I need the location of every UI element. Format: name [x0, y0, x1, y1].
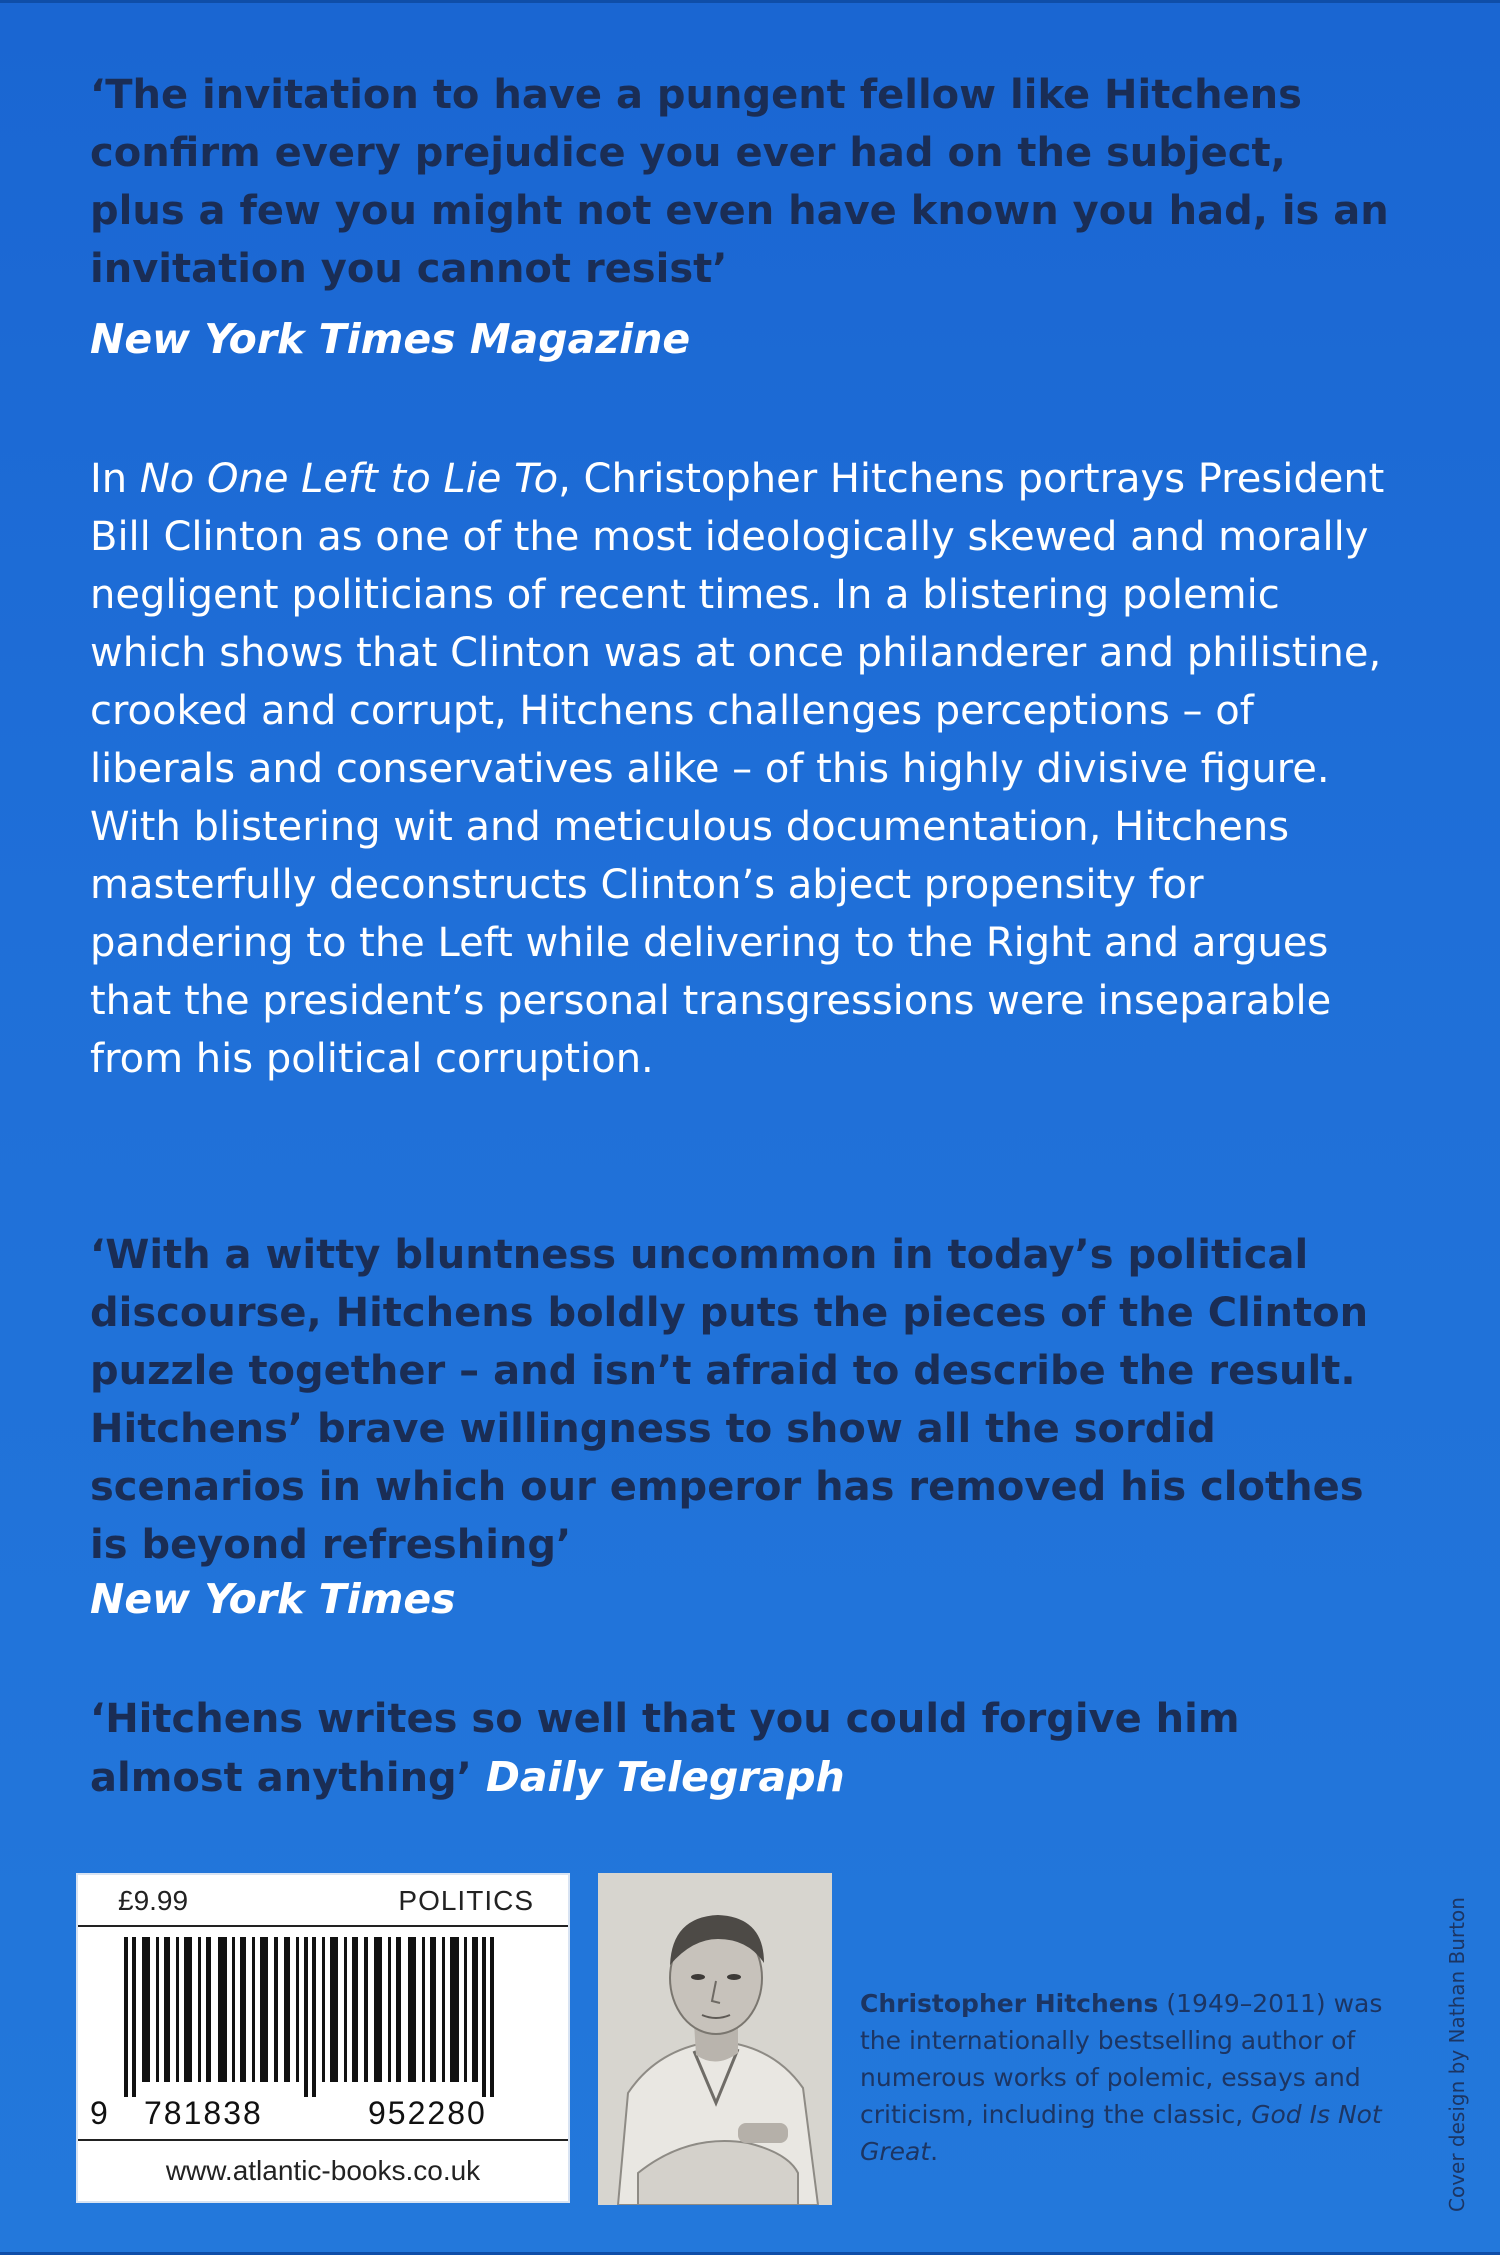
blurb-text: , Christopher Hitchens portrays President Bill Clinton as one of the most ideologically skewed and morally negligent politicians of recent times. In a blistering polemic which shows that Clinton was at once philanderer and philistine, crooked and corrupt, Hitchens challenges perceptions – of liberals and conservatives alike – of this highly divisive figure. With blistering wit and meticulous documentation, Hitchens masterfully deconstructs Clinton’s abject propensity for pandering to the Left while delivering to the Right and argues that the president’s personal transgressions were inseparable from his political corruption.: [90, 456, 1385, 1082]
review-quote-2: ‘With a witty bluntness uncommon in today’s political discourse, Hitchens boldly puts the pieces of the Clinton puzzle together – and isn’t afraid to describe the result. Hitchens’ brave willingness to show all the sordid scenarios in which our emperor has removed his clothes is beyond refreshing’: [90, 1232, 1369, 1568]
book-description: [90, 450, 1390, 1088]
review-source-1: New York Times Magazine: [90, 315, 691, 363]
author-book-title: God Is Not Great: [860, 2100, 1382, 2166]
barcode-digits-right: 952280: [368, 2095, 487, 2131]
barcode-header: [78, 1875, 568, 1927]
author-photo: [598, 1873, 832, 2205]
review-quote-3: [90, 1690, 1390, 1807]
review-source-3: Daily Telegraph: [485, 1753, 845, 1801]
author-name: Christopher Hitchens: [860, 1989, 1159, 2018]
author-bio: [860, 1985, 1420, 2170]
blurb-book-title: No One Left to Lie To: [139, 456, 559, 502]
author-bio-end: .: [930, 2137, 939, 2166]
barcode-digits-left: 781838: [144, 2095, 263, 2131]
barcode-digit-prefix: 9: [90, 2095, 108, 2131]
price-label: £9.99: [118, 1885, 189, 1916]
cover-design-credit: Cover design by Nathan Burton: [1445, 1897, 1469, 2212]
barcode-icon: [78, 1927, 568, 2097]
author-dates: (1949–2011): [1158, 1989, 1326, 2018]
review-quote-3-text: ‘Hitchens writes so well that you could forgive him almost anything’: [90, 1696, 1240, 1801]
author-portrait-icon: [598, 1873, 832, 2205]
top-edge: [0, 0, 1500, 3]
author-bio-text: was the internationally bestselling author of numerous works of polemic, essays and criticism, including the classic,: [860, 1989, 1383, 2129]
publisher-website: www.atlantic-books.co.uk: [78, 2139, 568, 2201]
blurb-intro: In: [90, 456, 140, 502]
review-source-2: New York Times: [90, 1575, 456, 1623]
category-label: POLITICS: [398, 1885, 534, 1916]
barcode-panel: [76, 1873, 570, 2203]
review-quote-1: ‘The invitation to have a pungent fellow like Hitchens confirm every prejudice you ever had on the subject, plus a few you might not even have known you had, is an invitation you cannot resist’: [90, 72, 1389, 292]
